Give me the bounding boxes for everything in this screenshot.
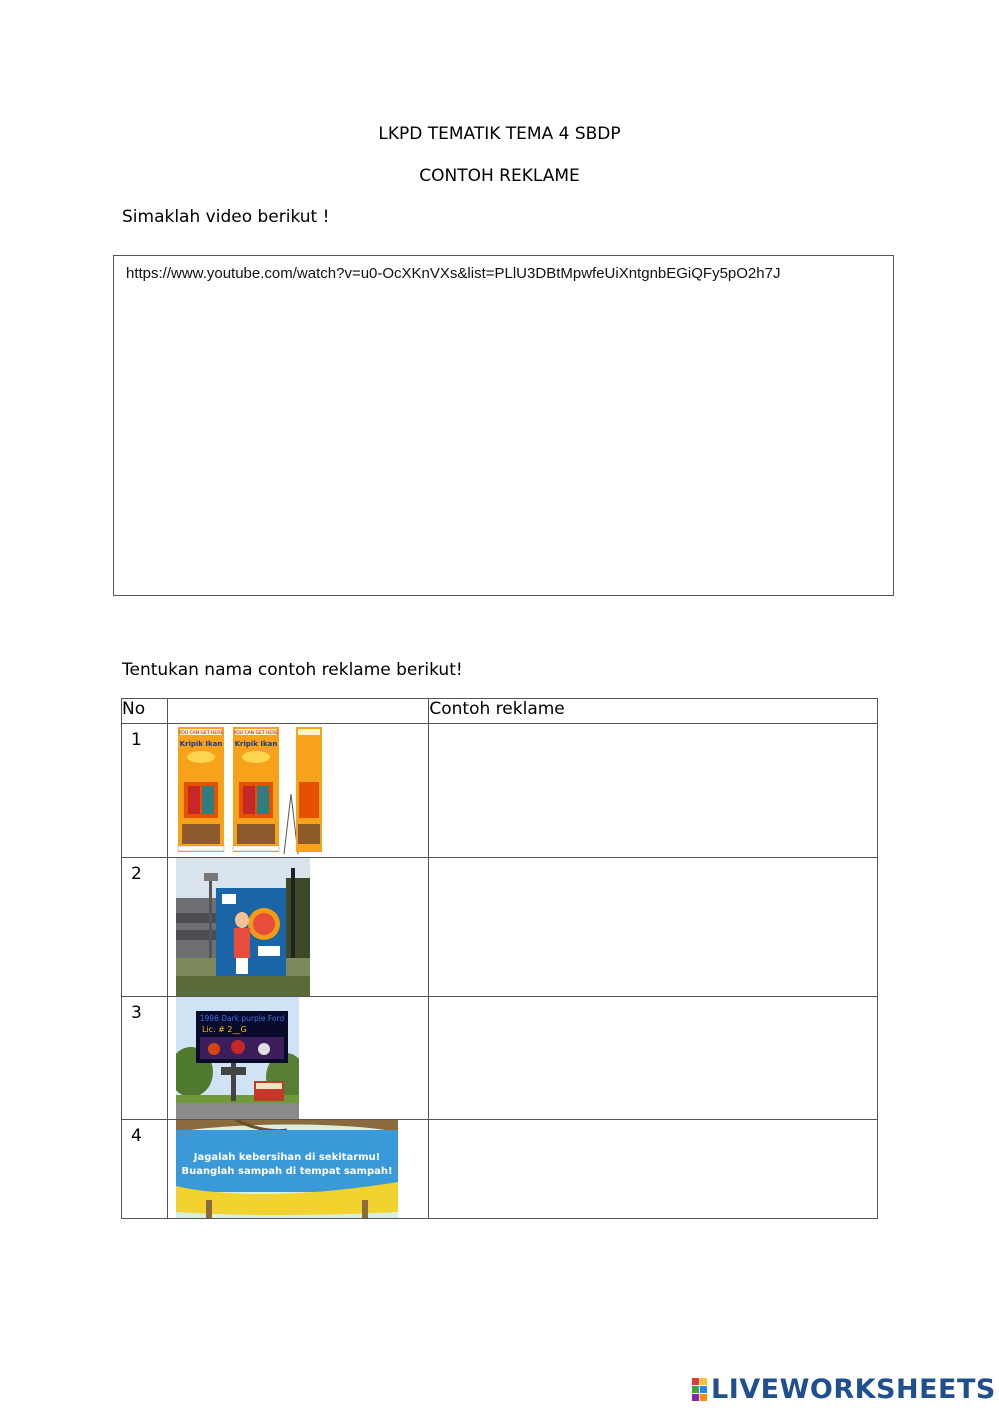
answer-cell[interactable] — [429, 1120, 878, 1219]
row-number: 1 — [122, 724, 168, 858]
row-number: 3 — [122, 997, 168, 1120]
billboard-woman-image — [176, 858, 310, 996]
answer-cell[interactable] — [429, 858, 878, 997]
table-header-row — [122, 699, 878, 724]
banner-kebersihan-image — [176, 1120, 398, 1218]
reklame-table — [121, 698, 878, 1219]
banner1-brand-text: Kripik Ikan — [179, 740, 223, 748]
led-line2-text: Lic. # 2__G — [202, 1025, 247, 1034]
led-billboard-image — [176, 997, 299, 1119]
answer-cell[interactable] — [429, 997, 878, 1120]
banner2-brand-text: Kripik Ikan — [234, 740, 278, 748]
video-embed-box[interactable] — [113, 255, 894, 596]
table-row — [122, 724, 878, 858]
header-no: No — [122, 699, 168, 724]
table-row — [122, 997, 878, 1120]
row-number: 4 — [122, 1120, 168, 1219]
table-instruction: Tentukan nama contoh reklame berikut! — [122, 660, 463, 680]
video-instruction: Simaklah video berikut ! — [122, 207, 330, 227]
header-contoh-reklame: Contoh reklame — [429, 699, 878, 724]
banner-line1-text: Jagalah kebersihan di sekitarmu! — [193, 1152, 381, 1163]
banner1-top-text: YOU CAN GET HERE — [178, 731, 224, 736]
liveworksheets-logo — [692, 1374, 996, 1405]
logo-text: LIVEWORKSHEETS — [711, 1374, 996, 1405]
x-banner-stands-image — [176, 724, 328, 857]
table-row — [122, 1120, 878, 1219]
banner2-top-text: YOU CAN GET HERE — [233, 731, 279, 736]
banner-line2-text: Buanglah sampah di tempat sampah! — [181, 1166, 393, 1177]
header-image — [168, 699, 429, 724]
table-row — [122, 858, 878, 997]
led-line1-text: 1996 Dark purple Ford — [199, 1014, 285, 1023]
video-url-link[interactable]: https://www.youtube.com/watch?v=u0-OcXKnVXs&list=PLlU3DBtMpwfeUiXntgnbEGiQFy5pO2h7J — [126, 265, 781, 282]
answer-cell[interactable] — [429, 724, 878, 858]
row-number: 2 — [122, 858, 168, 997]
logo-blocks-icon — [692, 1378, 707, 1401]
page-subtitle: CONTOH REKLAME — [419, 166, 580, 186]
page-title: LKPD TEMATIK TEMA 4 SBDP — [378, 124, 621, 144]
